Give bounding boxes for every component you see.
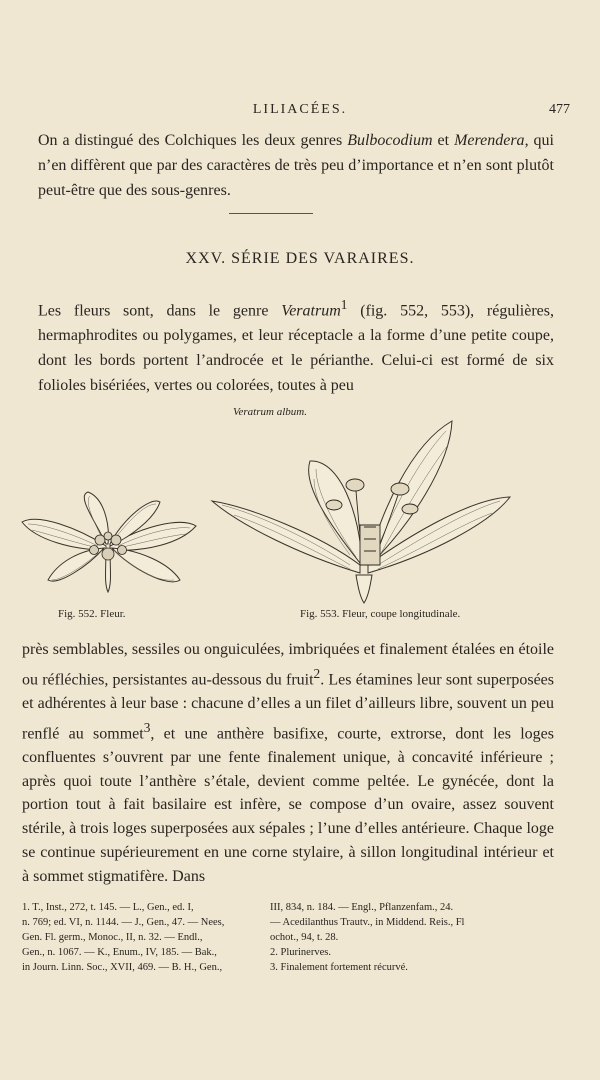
footnote-line: 2. Plurinerves. xyxy=(270,947,331,958)
footnote-line: — Acedilanthus Trautv., in Middend. Reis., Fl xyxy=(270,917,465,928)
genus-name: Merendera xyxy=(454,132,525,149)
footnote-line: n. 769; ed. VI, n. 1144. — J., Gen., 47. — Nees, xyxy=(22,917,225,928)
genus-name: Bulbocodium xyxy=(347,132,433,149)
page-header xyxy=(30,100,570,124)
footnote-line: III, 834, n. 184. — Engl., Pflanzenfam., 24. xyxy=(270,902,454,913)
footnote-line: Gen., n. 1067. — K., Enum., IV, 185. — Bak., xyxy=(22,947,217,958)
flower-section-illustration xyxy=(210,415,515,605)
footnote-line: in Journ. Linn. Soc., XVII, 469. — B. H., Gen., xyxy=(22,962,223,973)
page-number: 477 xyxy=(549,102,570,117)
footnote-ref: 1 xyxy=(340,297,348,312)
footnotes-left-column xyxy=(22,900,262,975)
paragraph-description xyxy=(22,638,554,889)
text-run: près semblables, sessiles ou onguiculées, imbriquées et finalement étalées en étoile ou réfléchies, persistantes au-dessous du fruit xyxy=(22,641,554,689)
footnote-line: 3. Finalement fortement récurvé. xyxy=(270,962,408,973)
footnotes-right-column xyxy=(270,900,530,975)
section-title: XXV. SÉRIE DES VARAIRES. xyxy=(185,250,415,267)
genus-name: Veratrum xyxy=(281,302,341,320)
footnote-ref: 3 xyxy=(143,719,151,735)
section-divider xyxy=(229,213,313,214)
running-head: LILIACÉES. xyxy=(252,102,348,117)
text-run: , et une anthère basifixe, courte, extrorse, dont les loges confluentes s’ouvrent par une fente finalement unique, à concavité inférieure ; après quoi toute l’anthère s’étale, devient comme peltée. Le gynécée, dont la portion tout à fait basilaire est infère, se compose d’un ovaire, assez souvent stérile, à trois loges superposées aux sépales ; l’une d’elles antérieure. Chaque loge se continue supérieurement en une corne stylaire, à sillon longitudinal intérieur et à sommet stigmatifère. Dans xyxy=(22,725,554,885)
text-run: (fig. 552, 553), régulières, hermaphrodites ou polygames, et leur réceptacle a la forme d’une petite coupe, dont les bords portent l’androcée et le périanthe. Celui-ci est formé de six folioles bisériées, vertes ou colorées, toutes à peu xyxy=(38,302,555,395)
footnote-line: ochot., 94, t. 28. xyxy=(270,932,339,943)
text-run: Les fleurs sont, dans le genre xyxy=(38,302,282,320)
footnote-ref: 2 xyxy=(313,665,321,681)
paragraph-veratrum xyxy=(38,292,554,398)
flower-illustration xyxy=(18,488,200,598)
text-run: . Les étamines leur sont superposées et adhérentes à leur base : chacune d’elles a un filet d’ailleurs libre, souvent un peu renflé au sommet xyxy=(22,671,555,743)
text-run: On a distingué des Colchiques les deux genres xyxy=(38,132,348,149)
text-run: et xyxy=(432,132,455,149)
footnote-line: 1. T., Inst., 272, t. 145. — L., Gen., ed. I, xyxy=(22,902,194,913)
footnote-line: Gen. Fl. germ., Monoc., II, n. 32. — Endl., xyxy=(22,932,203,943)
figure-caption-553: Fig. 553. Fleur, coupe longitudinale. xyxy=(300,608,461,620)
paragraph-colchiques xyxy=(38,128,554,203)
text-run: , qui n’en diffèrent que par des caractères de très peu d’importance et n’en sont plutôt peut-être que des sous-genres. xyxy=(38,132,554,199)
figure-caption-552: Fig. 552. Fleur. xyxy=(58,608,126,620)
figure-species-caption: Veratrum album. xyxy=(233,406,307,418)
